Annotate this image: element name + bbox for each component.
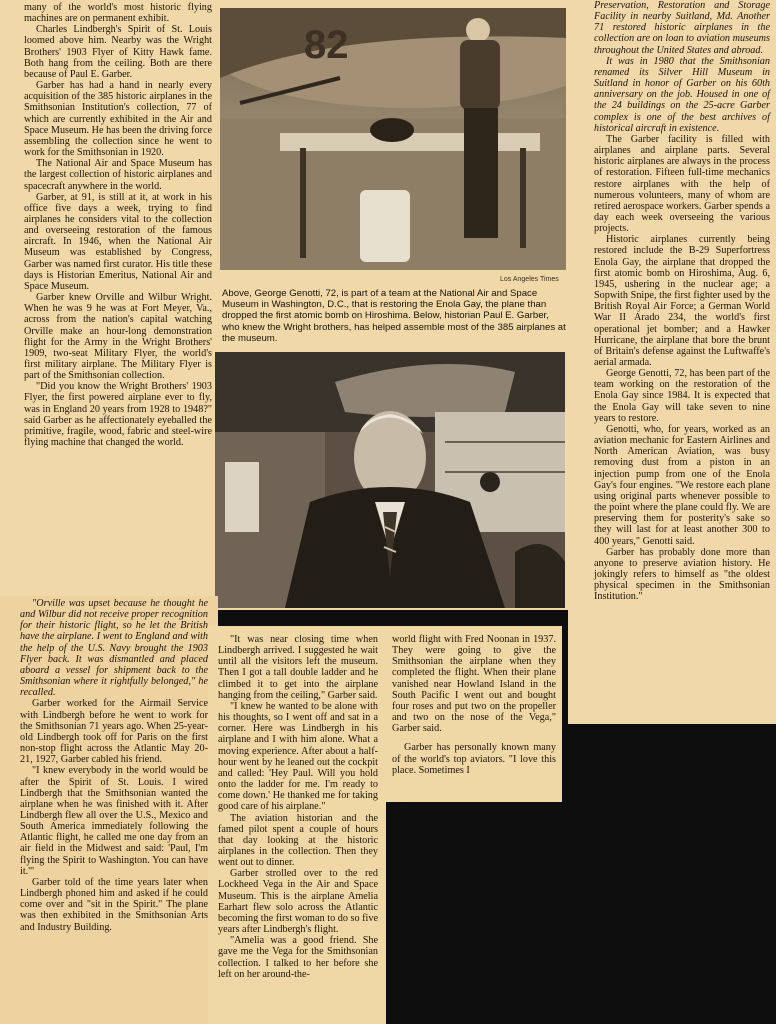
- clipping-bottom-middle-2: [386, 626, 562, 802]
- article-column-left-continued: [20, 598, 208, 933]
- clipping-right: [568, 0, 776, 724]
- photo-caption: Above, George Genotti, 72, is part of a team at the National Air and Space Museum in Washington, D.C., that is restoring the Enola Gay, the plane than dropped the first atomic bomb on Hiroshima. Below, historian Paul E. Garber, who knew the Wright brothers, has helped assemble most of the 385 airplanes at the museum.: [222, 288, 566, 344]
- paragraph: The Garber facility is filled with airplanes and airplane parts. Several historic airplanes are always in the process of restoration. Fifteen full-time mechanics restore airplanes with the help of numerous volunteers, many of whom are retired aerospace workers. Garber spends a day each week overseeing the various projects.: [594, 133, 770, 235]
- paragraph: Garber has personally known many of the world's top aviators. "I love this place. Sometimes I: [392, 742, 556, 776]
- paragraph: It was in 1980 that the Smithsonian renamed its Silver Hill Museum in Suitland in honor of Garber on his 60th anniversary on the job. Housed in one of the 24 buildings on the 25-acre Garber complex is one of the best archives of historical aircraft in existence.: [594, 55, 770, 134]
- paragraph: world flight with Fred Noonan in 1937. They were going to give the Smithsonian the airplane when they completed the flight. When their plane vanished near Howland Island in the South Pacific I went out and bought four roses and put two on the propeller and two on the nose of the Vega," Garber said.: [392, 634, 556, 735]
- paragraph: Garber, at 91, is still at it, at work in his office five days a week, trying to find airplanes he considers vital to the collection and overseeing restoration of the famous aircraft. In 1946, when the National Air Museum was established by Congress, Garber was named first curator. His title these days is Historian Emeritus, National Air and Space Museum.: [24, 191, 212, 292]
- paragraph: Charles Lindbergh's Spirit of St. Louis loomed above him. Nearby was the Wright Brothers' 1903 Flyer of Kitty Hawk fame. Both hang from the ceiling. Both are there because of Paul E. Garber.: [24, 24, 212, 80]
- paragraph: Garber has had a hand in nearly every acquisition of the 385 historic airplanes in the Smithsonian Institution's collection, 77 of which are currently exhibited in the Air and Space Museum. He has been the driving force assembling the collection since he went to work for the Smithsonian in 1920.: [24, 80, 212, 159]
- article-column-left: [24, 2, 212, 448]
- clipping-bottom-left: [0, 596, 218, 1024]
- article-column-middle-2: [392, 634, 556, 776]
- article-column-right: [594, 0, 770, 602]
- photo-credit: Los Angeles Times: [500, 276, 559, 283]
- photo-garber-image: [215, 352, 565, 608]
- paragraph: Garber knew Orville and Wilbur Wright. When he was 9 he was at Fort Meyer, Va., across from the nation's capital watching Orville make an hour-long demonstration flight for the Army in the Wright Brothers' 1909, two-seat Military Flyer, the world's first military airplane. The Military Flyer is part of the Smithsonian collection.: [24, 292, 212, 382]
- paragraph: "Did you know the Wright Brothers' 1903 Flyer, the first powered airplane ever to fly, was in England 20 years from 1928 to 1948?" said Garber as he affectionately eyeballed the primitive, fragile, wood, fabric and steel-wire flying machine that changed the world.: [24, 381, 212, 449]
- article-column-middle: [218, 634, 378, 980]
- paragraph: The National Air and Space Museum has the largest collection of historic airplanes and spacecraft anywhere in the world.: [24, 158, 212, 192]
- paragraph: "Orville was upset because he thought he and Wilbur did not receive proper recognition for their historic flight, so he let the British have the airplane. I went to England and with the help of the U.S. Navy brought the 1903 Flyer back. It was dismantled and placed aboard a vessel for shipment back to the Smithsonian where it rightfully belonged," he recalled.: [20, 598, 208, 699]
- paragraph: "I knew he wanted to be alone with his thoughts, so I went off and sat in a corner. Here was Lindbergh in his airplane and I with him alone. What a moving experience. After about a half-hour went by he leaned out the cockpit and called: 'Hey Paul. Will you hold onto the ladder for me. I'm ready to come down.' He thanked me for taking good care of his airplane.": [218, 700, 378, 813]
- plane-tail-number: 82: [304, 23, 349, 67]
- paragraph: The aviation historian and the famed pilot spent a couple of hours that day looking at the historic airplanes in the collection. Then they went out to dinner.: [218, 812, 378, 869]
- photo-garber: [215, 352, 565, 608]
- paragraph: Garber told of the time years later when Lindbergh phoned him and asked if he could come over and "sit in the Spirit." The plane was then exhibited in the Smithsonian Arts and Industry Building.: [20, 876, 208, 933]
- paragraph: Garber strolled over to the red Lockheed Vega in the Air and Space Museum. This is the airplane Amelia Earhart flew solo across the Atlantic becoming the first woman to do so five years after Lindbergh's flight.: [218, 868, 378, 936]
- photo-genotti-image: [220, 8, 566, 270]
- photo-genotti: [220, 8, 566, 270]
- clipping-bottom-middle: [208, 626, 386, 1024]
- paragraph: "Amelia was a good friend. She gave me the Vega for the Smithsonian collection. I talked to her before she left on her around-the-: [218, 935, 378, 980]
- paragraph: Garber has probably done more than anyone to preserve aviation history. He jokingly refers to himself as "the oldest physical specimen in the Smithsonian Institution.": [594, 546, 770, 603]
- paragraph: "I knew everybody in the world would be after the Spirit of St. Louis. I wired Lindbergh that the Smithsonian wanted the airplane when he was finished with it. After Lindbergh flew all over the U.S., Mexico and South America immediately following the Atlantic flight, he called me one day from an air field in the Midwest and said: 'Paul, I'm flying the Spirit to Washington. You can have it.'": [20, 765, 208, 877]
- clipping-main: [0, 0, 592, 610]
- paragraph: Garber worked for the Airmail Service with Lindbergh before he went to work for the Smithsonian 71 years ago. When 25-year-old Lindbergh took off for Paris on the first non-stop flight across the Atlantic May 20-21, 1927, Garber cabled his friend.: [20, 698, 208, 766]
- paragraph: Historic airplanes currently being restored include the B-29 Superfortress Enola Gay, the airplane that dropped the first atomic bomb on Hiroshima, Aug. 6, 1945, ushering in the nuclear age; a Sopwith Snipe, the first fighter used by the British Royal Air Force; a German World War II Arado 234, the world's first operational jet bomber; and a Hawker Hurricane, the airplane that bore the brunt of Britain's defense against the Luftwaffe's aerial armada.: [594, 234, 770, 368]
- paragraph: many of the world's most historic flying machines are on permanent exhibit.: [24, 2, 212, 25]
- paragraph: Preservation, Restoration and Storage Facility in nearby Suitland, Md. Another 71 restored historic airplanes in the collection are on loan to aviation museums throughout the United States and abroad.: [594, 0, 770, 56]
- paragraph: George Genotti, 72, has been part of the team working on the restoration of the Enola Gay since 1984. It is expected that the Enola Gay will take seven to nine years to restore.: [594, 368, 770, 424]
- paragraph: "It was near closing time when Lindbergh arrived. I suggested he wait until all the visitors left the museum. Then I got a tall double ladder and he climbed it to get into the airplane hanging from the ceiling," Garber said.: [218, 634, 378, 701]
- paragraph: Genotti, who, for years, worked as an aviation mechanic for Eastern Airlines and North American Aviation, was busy removing dust from a piston in an injection pump from one of the Enola Gay's four engines. "We restore each plane using original parts whenever possible to the point where the plane could fly. We are preserving them for posterity's sake so they will last for at least another 300 to 400 years," Genotti said.: [594, 423, 770, 547]
